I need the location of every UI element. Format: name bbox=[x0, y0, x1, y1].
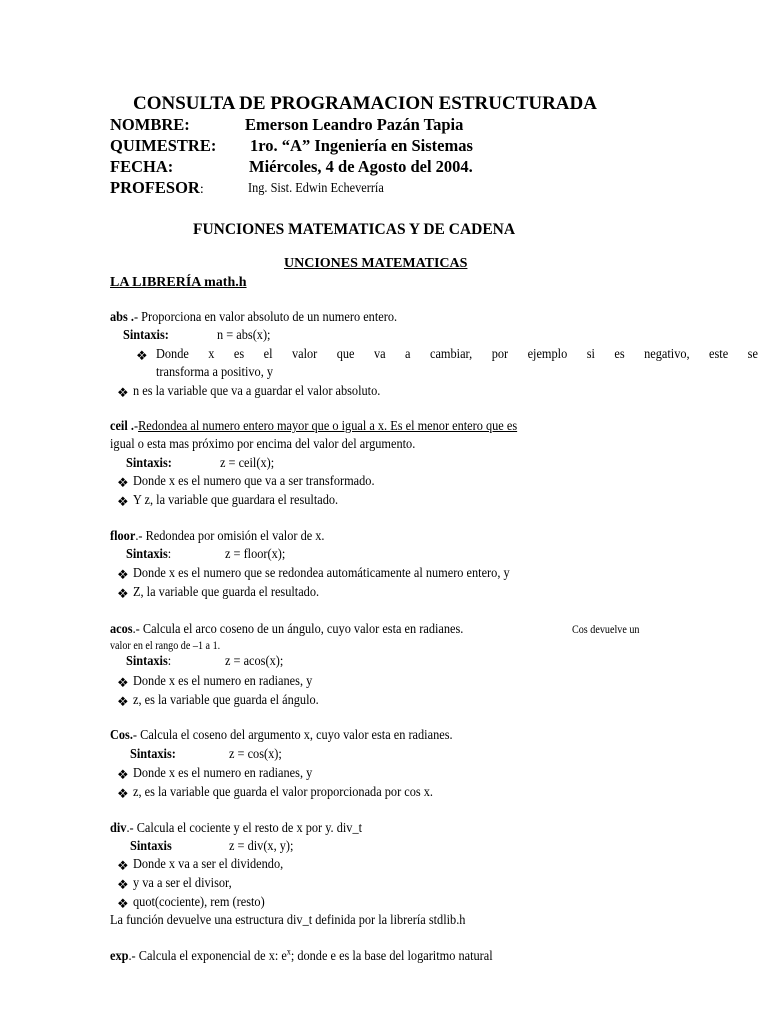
library-heading: LA LIBRERÍA math.h bbox=[110, 275, 247, 290]
ceil-paragraph-cont: igual o esta mas próximo por encima del valor del argumento. bbox=[110, 437, 416, 452]
profesor-label: PROFESOR: bbox=[110, 178, 204, 197]
abs-bullet-2: n es la variable que va a guardar el valor absoluto. bbox=[133, 384, 381, 399]
nombre-value: Emerson Leandro Pazán Tapia bbox=[245, 115, 464, 134]
section-subtitle: UNCIONES MATEMATICAS bbox=[284, 256, 468, 271]
fecha-value: Miércoles, 4 de Agosto del 2004. bbox=[249, 157, 473, 176]
div-syntax-label: Sintaxis bbox=[130, 839, 172, 854]
section-title: FUNCIONES MATEMATICAS Y DE CADENA bbox=[193, 221, 516, 238]
cos-syntax: z = cos(x); bbox=[229, 747, 282, 762]
div-bullet-1: Donde x va a ser el dividendo, bbox=[133, 857, 284, 872]
document-title: CONSULTA DE PROGRAMACION ESTRUCTURADA bbox=[133, 93, 597, 114]
bullet-icon: ❖ bbox=[117, 786, 129, 801]
quimestre-label: QUIMESTRE: bbox=[110, 136, 217, 155]
exp-paragraph: exp.- Calcula el exponencial de x: $e^x$; donde e es la base del logaritmo natural bbox=[110, 946, 493, 964]
acos-syntax-label: Sintaxis: bbox=[126, 654, 172, 669]
abs-paragraph: abs .- Proporciona en valor absoluto de un numero entero. bbox=[110, 310, 398, 325]
bullet-icon: ❖ bbox=[117, 494, 129, 509]
acos-paragraph: acos.- Calcula el arco coseno de un ángulo, cuyo valor esta en radianes. bbox=[110, 622, 464, 637]
ceil-bullet-2: Y z, la variable que guardara el resultado. bbox=[133, 493, 339, 508]
bullet-icon: ❖ bbox=[117, 877, 129, 892]
bullet-icon: ❖ bbox=[136, 348, 148, 363]
profesor-value: Ing. Sist. Edwin Echeverría bbox=[248, 181, 384, 196]
cos-syntax-label: Sintaxis: bbox=[130, 747, 176, 762]
floor-syntax-label: Sintaxis: bbox=[126, 547, 172, 562]
acos-note-cont: valor en el rango de –1 a 1. bbox=[110, 640, 221, 652]
acos-bullet-2: z, es la variable que guarda el ángulo. bbox=[133, 693, 319, 708]
bullet-icon: ❖ bbox=[117, 694, 129, 709]
nombre-label: NOMBRE: bbox=[110, 115, 190, 134]
acos-note: Cos devuelve un bbox=[572, 624, 640, 636]
abs-bullet-1-cont: transforma a positivo, y bbox=[156, 365, 274, 380]
bullet-icon: ❖ bbox=[117, 567, 129, 582]
div-paragraph: div.- Calcula el cociente y el resto de x por y. div_t bbox=[110, 821, 363, 836]
abs-syntax: n = abs(x); bbox=[217, 328, 271, 343]
bullet-icon: ❖ bbox=[117, 385, 129, 400]
ceil-syntax-label: Sintaxis: bbox=[126, 456, 172, 471]
quimestre-value: 1ro. “A” Ingeniería en Sistemas bbox=[250, 136, 473, 155]
div-bullet-3: quot(cociente), rem (resto) bbox=[133, 895, 265, 910]
floor-bullet-2: Z, la variable que guarda el resultado. bbox=[133, 585, 320, 600]
cos-paragraph: Cos.- Calcula el coseno del argumento x, cuyo valor esta en radianes. bbox=[110, 728, 453, 743]
ceil-paragraph: ceil .-Redondea al numero entero mayor que o igual a x. Es el menor entero que es bbox=[110, 419, 518, 434]
bullet-icon: ❖ bbox=[117, 858, 129, 873]
ceil-syntax: z = ceil(x); bbox=[220, 456, 275, 471]
acos-bullet-1: Donde x es el numero en radianes, y bbox=[133, 674, 313, 689]
abs-syntax-label: Sintaxis: bbox=[123, 328, 169, 343]
div-bullet-2: y va a ser el divisor, bbox=[133, 876, 232, 891]
floor-paragraph: floor.- Redondea por omisión el valor de x. bbox=[110, 529, 325, 544]
floor-syntax: z = floor(x); bbox=[225, 547, 286, 562]
bullet-icon: ❖ bbox=[117, 767, 129, 782]
div-note: La función devuelve una estructura div_t definida por la librería stdlib.h bbox=[110, 913, 466, 928]
bullet-icon: ❖ bbox=[117, 586, 129, 601]
bullet-icon: ❖ bbox=[117, 475, 129, 490]
ceil-bullet-1: Donde x es el numero que va a ser transformado. bbox=[133, 474, 375, 489]
fecha-label: FECHA: bbox=[110, 157, 174, 176]
div-syntax: z = div(x, y); bbox=[229, 839, 294, 854]
bullet-icon: ❖ bbox=[117, 896, 129, 911]
cos-bullet-2: z, es la variable que guarda el valor proporcionada por cos x. bbox=[133, 785, 434, 800]
floor-bullet-1: Donde x es el numero que se redondea automáticamente al numero entero, y bbox=[133, 566, 510, 581]
cos-bullet-1: Donde x es el numero en radianes, y bbox=[133, 766, 313, 781]
acos-syntax: z = acos(x); bbox=[225, 654, 284, 669]
bullet-icon: ❖ bbox=[117, 675, 129, 690]
abs-bullet-1: Donde x es el valor que va a cambiar, por ejemplo si es negativo, este se bbox=[156, 347, 758, 362]
